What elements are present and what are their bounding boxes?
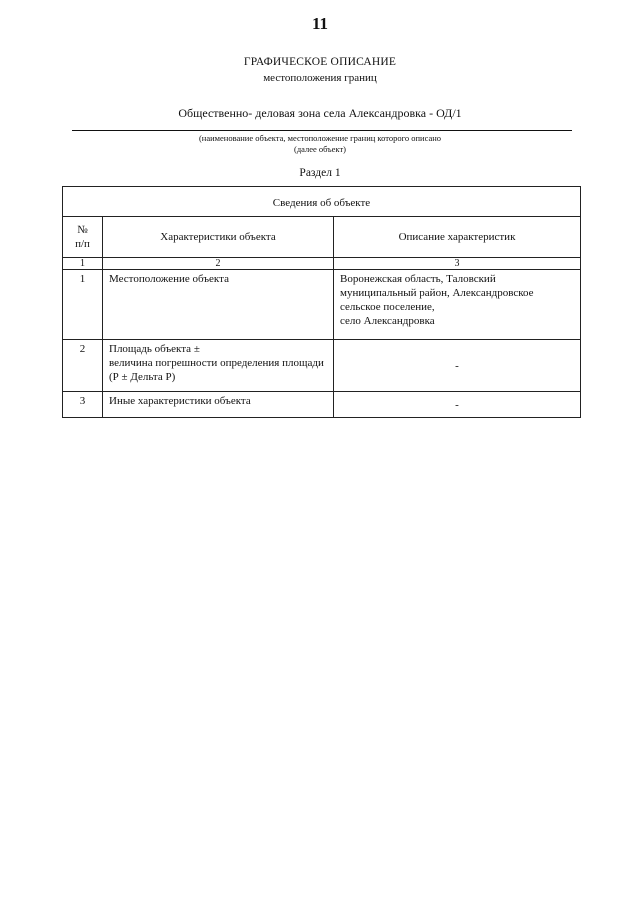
object-note-line-1: (наименование объекта, местоположение границ которого описано: [198, 133, 442, 143]
table-index-row: [63, 258, 581, 270]
table-caption-row: [63, 187, 581, 217]
column-header-description: Описание характеристик: [334, 217, 581, 258]
row-characteristic: Местоположение объекта: [103, 270, 334, 340]
row-characteristic: Иные характеристики объекта: [103, 392, 334, 418]
row-description: -: [334, 392, 581, 418]
row-number: 2: [63, 340, 103, 392]
table-row: [63, 392, 581, 418]
table-row: [63, 270, 581, 340]
column-index: 1: [63, 258, 103, 270]
object-name-underline: [72, 130, 572, 131]
table-row: [63, 340, 581, 392]
column-header-characteristic: Характеристики объекта: [103, 217, 334, 258]
row-number: 1: [63, 270, 103, 340]
document-title: ГРАФИЧЕСКОЕ ОПИСАНИЕ: [243, 56, 397, 68]
row-description: -: [334, 340, 581, 392]
object-note-line-2: (далее объект): [293, 144, 346, 154]
column-index: 3: [334, 258, 581, 270]
column-index: 2: [103, 258, 334, 270]
row-characteristic: Площадь объекта ± величина погрешности определения площади (Р ± Дельта Р): [103, 340, 334, 392]
row-description: Воронежская область, Таловский муниципальный район, Александровское сельское поселение, село Александровка: [334, 270, 581, 340]
object-name: Общественно- деловая зона села Александровка - ОД/1: [178, 106, 462, 120]
table-caption: Сведения об объекте: [63, 187, 581, 217]
document-subtitle: местоположения границ: [263, 72, 377, 84]
object-name-note: [0, 133, 640, 155]
object-info-table: [62, 186, 581, 418]
column-header-number: № п/п: [63, 217, 103, 258]
section-label: Раздел 1: [299, 167, 341, 179]
page-number: 11: [311, 14, 329, 33]
row-number: 3: [63, 392, 103, 418]
table-header-row: [63, 217, 581, 258]
